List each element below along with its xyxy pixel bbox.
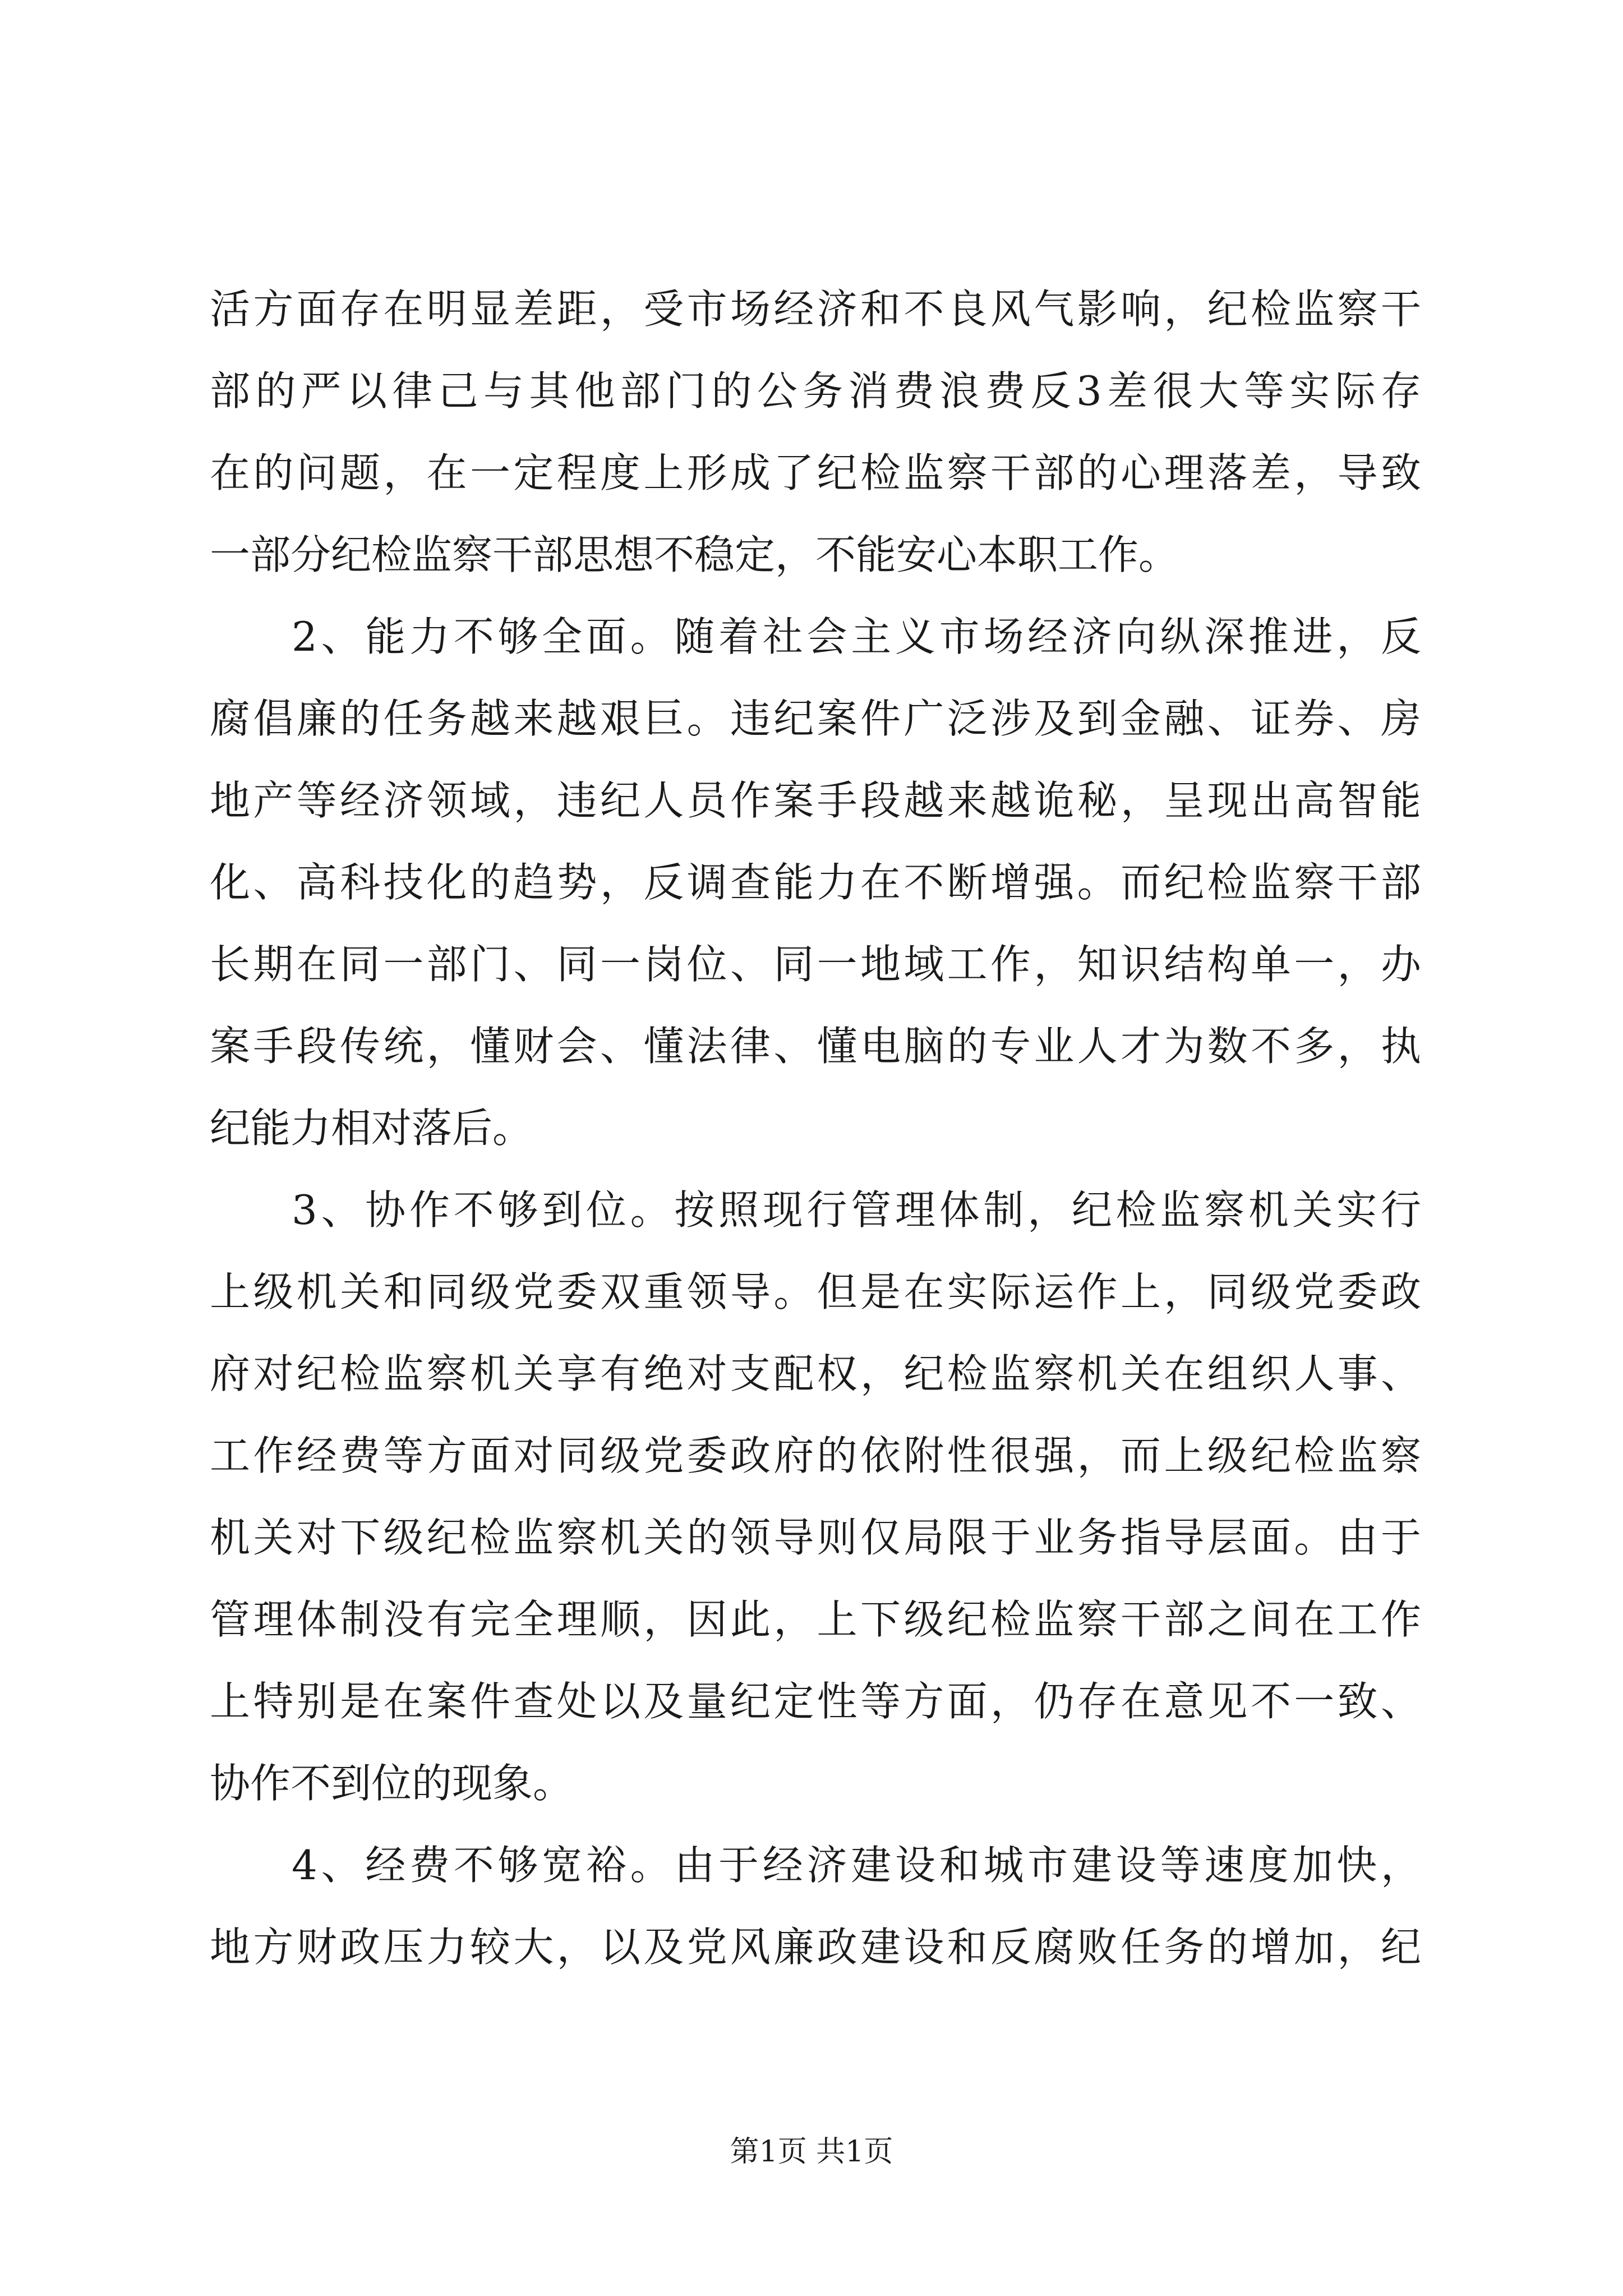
paragraph-3-heading-line: 3、协作不够到位。按照现行管理体制，纪检监察机关实行 (292, 1186, 1421, 1234)
text-line: 府对纪检监察机关享有绝对支配权，纪检监察机关在组织人事、 (210, 1350, 1421, 1397)
text-line: 工作经费等方面对同级党委政府的依附性很强，而上级纪检监察 (210, 1432, 1421, 1479)
text-line: 机关对下级纪检监察机关的领导则仅局限于业务指导层面。由于 (210, 1514, 1421, 1561)
text-line: 长期在同一部门、同一岗位、同一地域工作，知识结构单一，办 (210, 941, 1421, 988)
document-body (210, 268, 1421, 1988)
paragraph-2-heading-line: 2、能力不够全面。随着社会主义市场经济向纵深推进，反 (292, 613, 1421, 660)
text-line: 案手段传统，懂财会、懂法律、懂电脑的专业人才为数不多，执 (210, 1023, 1421, 1070)
text-line: 纪能力相对落后。 (210, 1105, 533, 1152)
text-line: 地产等经济领域，违纪人员作案手段越来越诡秘，呈现出高智能 (210, 777, 1421, 824)
text-line: 地方财政压力较大，以及党风廉政建设和反腐败任务的增加，纪 (210, 1924, 1421, 1971)
text-line: 协作不到位的现象。 (210, 1760, 574, 1807)
page-footer: 第1页 共1页 (730, 2135, 893, 2169)
text-line: 化、高科技化的趋势，反调查能力在不断增强。而纪检监察干部 (210, 859, 1421, 906)
text-line: 上级机关和同级党委双重领导。但是在实际运作上，同级党委政 (210, 1268, 1421, 1315)
text-line: 管理体制没有完全理顺，因此，上下级纪检监察干部之间在工作 (210, 1596, 1421, 1643)
text-line: 活方面存在明显差距，受市场经济和不良风气影响，纪检监察干 (210, 286, 1421, 333)
text-line: 部的严以律己与其他部门的公务消费浪费反3差很大等实际存 (210, 367, 1421, 415)
text-line: 腐倡廉的任务越来越艰巨。违纪案件广泛涉及到金融、证券、房 (210, 695, 1421, 742)
text-line: 上特别是在案件查处以及量纪定性等方面，仍存在意见不一致、 (210, 1678, 1421, 1725)
paragraph-4-heading-line: 4、经费不够宽裕。由于经济建设和城市建设等速度加快， (292, 1842, 1421, 1889)
text-line: 在的问题，在一定程度上形成了纪检监察干部的心理落差，导致 (210, 449, 1421, 496)
text-line: 一部分纪检监察干部思想不稳定，不能安心本职工作。 (210, 531, 1179, 578)
